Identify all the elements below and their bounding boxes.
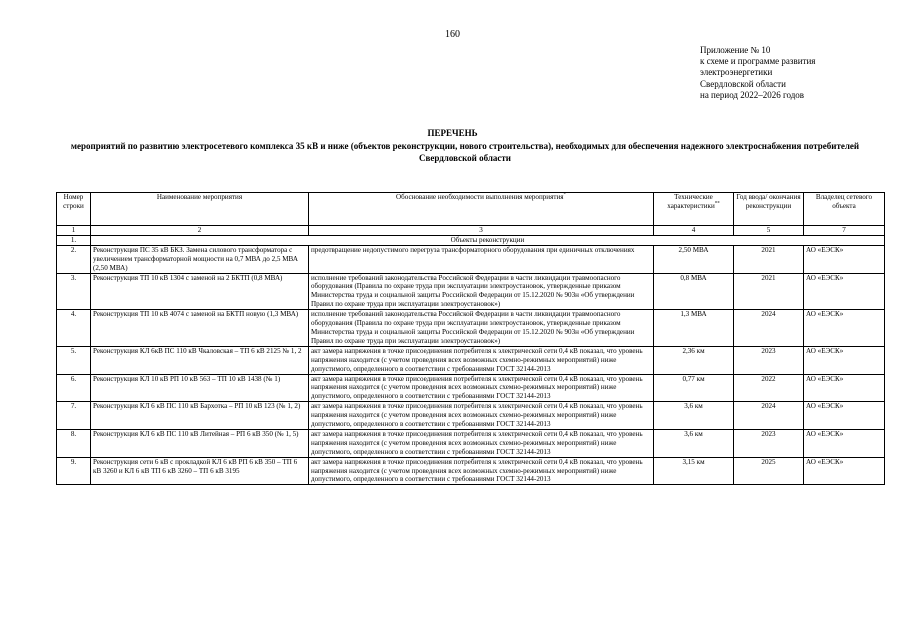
row-year: 2023 <box>734 429 804 457</box>
row-tech: 3,6 км <box>654 429 734 457</box>
row-name: Реконструкция КЛ 6 кВ ПС 110 кВ Литейная – РП 6 кВ 350 (№ 1, 5) <box>91 429 309 457</box>
column-number: 3 <box>309 226 654 236</box>
row-owner: АО «ЕЭСК» <box>804 346 885 374</box>
column-numbers-row <box>57 226 885 236</box>
header-year: Год ввода/ окончания реконструкции <box>734 193 804 226</box>
row-year: 2023 <box>734 346 804 374</box>
appendix-line: к схеме и программе развития <box>700 56 816 67</box>
table-row <box>57 374 885 402</box>
row-number: 5. <box>57 346 91 374</box>
row-owner: АО «ЕЭСК» <box>804 245 885 273</box>
row-name: Реконструкция КЛ 6 кВ ПС 110 кВ Бархотка – РП 10 кВ 123 (№ 1, 2) <box>91 402 309 430</box>
table-row <box>57 310 885 347</box>
column-number: 4 <box>654 226 734 236</box>
page-number: 160 <box>445 29 460 40</box>
row-owner: АО «ЕЭСК» <box>804 374 885 402</box>
appendix-line: Приложение № 10 <box>700 45 771 55</box>
row-number: 4. <box>57 310 91 347</box>
column-number: 7 <box>804 226 885 236</box>
row-reason: исполнение требований законодательства Российской Федерации в части ликвидации травмоопасного оборудования (Правила по охране труда при эксплуатации электроустановок, утвержденные приказом Министерства труда и социальной защиты Российской Федерации от 15.12.2020 № 903н «Об утверждении Правил по охране труда при эксплуатации электроустановок») <box>309 310 654 347</box>
row-tech: 2,36 км <box>654 346 734 374</box>
row-owner: АО «ЕЭСК» <box>804 402 885 430</box>
appendix-block <box>700 45 815 101</box>
column-number: 2 <box>91 226 309 236</box>
header-reason-text: Обоснование необходимости выполнения мероприятия <box>395 193 564 201</box>
appendix-line: электроэнергетики <box>700 67 773 78</box>
row-name: Реконструкция ТП 10 кВ 1304 с заменой на 2 БКТП (0,8 МВА) <box>91 273 309 310</box>
header-name: Наименование мероприятия <box>91 193 309 226</box>
section-number: 1. <box>57 235 91 245</box>
appendix-line: Свердловской области <box>700 78 786 89</box>
row-year: 2024 <box>734 402 804 430</box>
row-number: 6. <box>57 374 91 402</box>
document-subtitle: мероприятий по развитию электросетевого комплекса 35 кВ и ниже (объектов реконструкции, нового строительства), необходимых для обеспечения надежного электроснабжения потребителей Свердловской области <box>70 141 860 163</box>
header-reason-footnote-mark: * <box>563 192 567 198</box>
table-row <box>57 273 885 310</box>
row-reason: акт замера напряжения в точке присоединения потребителя к электрической сети 0,4 кВ показал, что уровень напряжения находится (с учетом проведения всех возможных схемно-режимных мероприятий) ниже допустимого, определенного в соответствии с требованиями ГОСТ 32144-2013 <box>309 346 654 374</box>
table-row <box>57 346 885 374</box>
row-owner: АО «ЕЭСК» <box>804 310 885 347</box>
row-year: 2021 <box>734 273 804 310</box>
row-name: Реконструкция сети 6 кВ с прокладкой КЛ 6 кВ РП 6 кВ 350 – ТП 6 кВ 3260 и КЛ 6 кВ ТП 6 кВ 3260 – ТП 6 кВ 3195 <box>91 457 309 485</box>
row-name: Реконструкция КЛ 10 кВ РП 10 кВ 563 – ТП 10 кВ 1438 (№ 1) <box>91 374 309 402</box>
document-title: ПЕРЕЧЕНЬ <box>427 128 478 138</box>
section-row <box>57 235 885 245</box>
row-tech: 0,8 МВА <box>654 273 734 310</box>
table-row <box>57 245 885 273</box>
row-year: 2025 <box>734 457 804 485</box>
row-reason: акт замера напряжения в точке присоединения потребителя к электрической сети 0,4 кВ показал, что уровень напряжения находится (с учетом проведения всех возможных схемно-режимных мероприятий) ниже допустимого, определенного в соответствии с требованиями ГОСТ 32144-2013 <box>309 374 654 402</box>
column-number: 1 <box>57 226 91 236</box>
row-number: 7. <box>57 402 91 430</box>
header-tech-footnote-mark: ** <box>714 201 720 207</box>
row-owner: АО «ЕЭСК» <box>804 273 885 310</box>
row-year: 2024 <box>734 310 804 347</box>
row-number: 8. <box>57 429 91 457</box>
row-tech: 3,6 км <box>654 402 734 430</box>
table-row <box>57 457 885 485</box>
section-label: Объекты реконструкции <box>91 235 885 245</box>
row-name: Реконструкция КЛ 6кВ ПС 110 кВ Чкаловская – ТП 6 кВ 2125 № 1, 2 <box>91 346 309 374</box>
table-row <box>57 429 885 457</box>
row-name: Реконструкция ПС 35 кВ БКЗ. Замена силового трансформатора с увеличением трансформаторной мощности на 0,7 МВА до 2,5 МВА (2,50 МВА) <box>91 245 309 273</box>
row-owner: АО «ЕЭСК» <box>804 429 885 457</box>
row-tech: 0,77 км <box>654 374 734 402</box>
row-reason: предотвращение недопустимого перегруза трансформаторного оборудования при единичных отключениях <box>309 245 654 273</box>
row-reason: исполнение требований законодательства Российской Федерации в части ликвидации травмоопасного оборудования (Правила по охране труда при эксплуатации электроустановок, утвержденные приказом Министерства труда и социальной защиты Российской Федерации от 15.12.2020 № 903н «Об утверждении Правил по охране труда при эксплуатации электроустановок») <box>309 273 654 310</box>
appendix-line: на период 2022–2026 годов <box>700 89 805 100</box>
table-row <box>57 402 885 430</box>
row-tech: 2,50 МВА <box>654 245 734 273</box>
row-number: 2. <box>57 245 91 273</box>
row-number: 3. <box>57 273 91 310</box>
row-reason: акт замера напряжения в точке присоединения потребителя к электрической сети 0,4 кВ показал, что уровень напряжения находится (с учетом проведения всех возможных схемно-режимных мероприятий) ниже допустимого, определенного в соответствии с требованиями ГОСТ 32144-2013 <box>309 402 654 430</box>
column-number: 5 <box>734 226 804 236</box>
header-num: Номер строки <box>57 193 91 226</box>
row-year: 2022 <box>734 374 804 402</box>
header-tech <box>654 193 734 226</box>
header-tech-text: Технические характеристики <box>667 193 715 210</box>
table-header-row <box>57 193 885 226</box>
header-reason <box>309 193 654 226</box>
row-reason: акт замера напряжения в точке присоединения потребителя к электрической сети 0,4 кВ показал, что уровень напряжения находится (с учетом проведения всех возможных схемно-режимных мероприятий) ниже допустимого, определенного в соответствии с требованиями ГОСТ 32144-2013 <box>309 429 654 457</box>
row-name: Реконструкция ТП 10 кВ 4074 с заменой на БКТП новую (1,3 МВА) <box>91 310 309 347</box>
measures-table <box>56 192 885 485</box>
row-number: 9. <box>57 457 91 485</box>
row-owner: АО «ЕЭСК» <box>804 457 885 485</box>
row-reason: акт замера напряжения в точке присоединения потребителя к электрической сети 0,4 кВ показал, что уровень напряжения находится (с учетом проведения всех возможных схемно-режимных мероприятий) ниже допустимого, определенного в соответствии с требованиями ГОСТ 32144-2013 <box>309 457 654 485</box>
row-tech: 3,15 км <box>654 457 734 485</box>
header-owner: Владелец сетевого объекта <box>804 193 885 226</box>
row-tech: 1,3 МВА <box>654 310 734 347</box>
row-year: 2021 <box>734 245 804 273</box>
